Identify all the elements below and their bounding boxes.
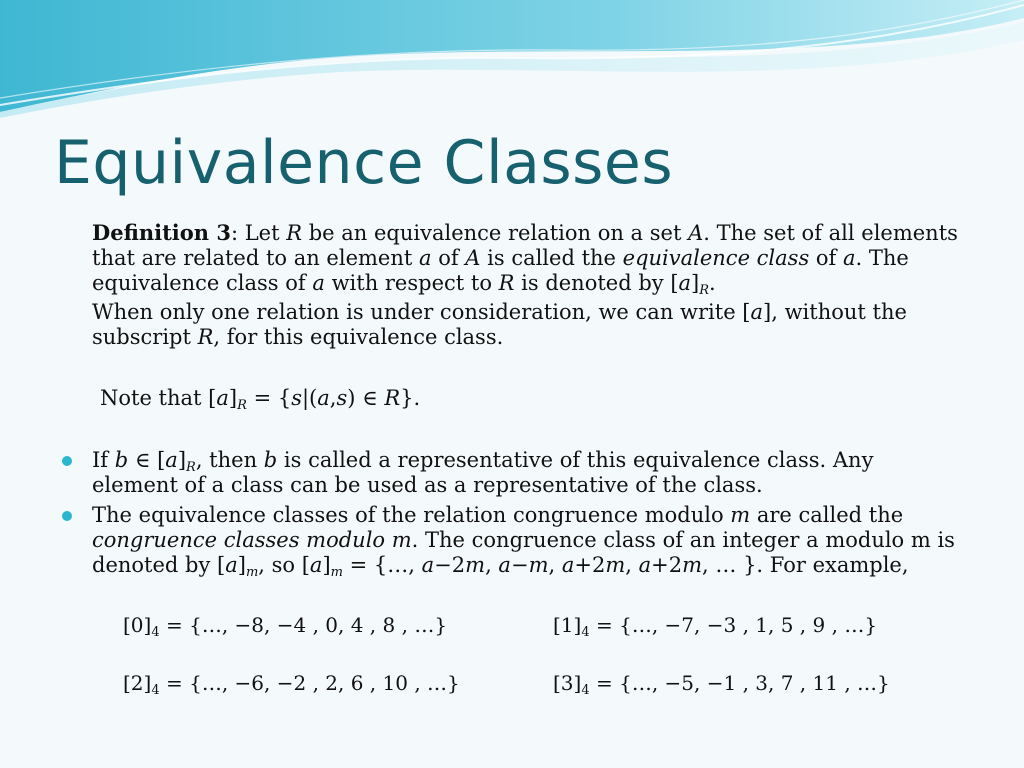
definition-paragraph: Definition 3: Let R be an equivalence relation on a set A. The set of all elements that are related to an element a of A is called the equivalence class of a. The equivalence class of a with respect to R is denoted by $[a]_R$.	[92, 220, 958, 298]
example-class-2: $[2]_4$ = {…, −6, −2 , 2, 6 , 10 , …}	[123, 671, 460, 698]
bullet-representative: If b ∈ $[a]_R$, then b is called a representative of this equivalence class. Any element of a class can be used as a representative of the class.	[62, 448, 962, 498]
page-title: Equivalence Classes	[54, 128, 674, 198]
single-relation-paragraph: When only one relation is under consideration, we can write [a], without the subscript R, for this equivalence class.	[92, 300, 907, 349]
example-class-0: $[0]_4$ = {…, −8, −4 , 0, 4 , 8 , …}	[123, 613, 448, 640]
bullet-congruence-classes: The equivalence classes of the relation congruence modulo m are called the congruence classes modulo m. The congruence class of an integer a modulo m is denoted by $[a]_m$, so $[a]_m$ = {…, a−2m, a−m, a+2m, a+2m, … }. For example,	[62, 503, 962, 578]
bullet-dot-icon	[62, 511, 72, 521]
bullet-dot-icon	[62, 456, 72, 466]
example-class-1: $[1]_4$ = {…, −7, −3 , 1, 5 , 9 , …}	[553, 613, 878, 640]
note-formula: Note that $[a]_R = \{s|(a,s)$ ∈ R}.	[100, 386, 421, 413]
header-wave-decoration	[0, 0, 1024, 120]
example-class-3: $[3]_4$ = {…, −5, −1 , 3, 7 , 11 , …}	[553, 671, 890, 698]
